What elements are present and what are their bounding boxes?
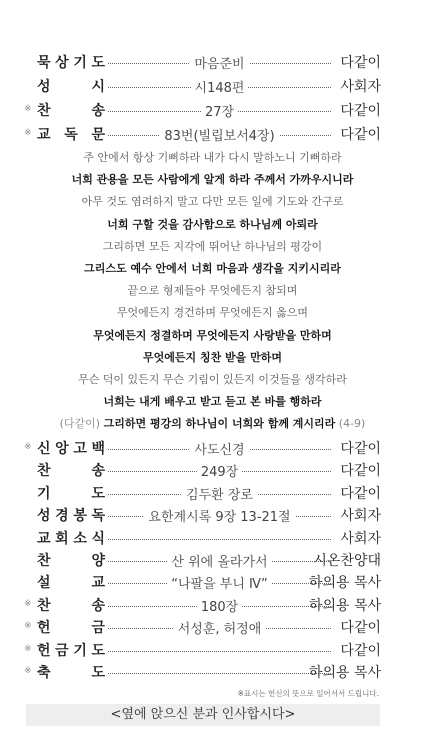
order-label-char: 도	[91, 642, 105, 659]
order-label-char: 설	[37, 575, 51, 592]
order-label-char: 송	[91, 463, 105, 480]
order-label	[37, 550, 105, 570]
scripture-line: 무슨 덕이 있든지 무슨 기림이 있든지 이것들을 생각하라	[78, 373, 347, 386]
scripture-line: 너희 관용을 모든 사람에게 알게 하라 주께서 가까우시니라	[71, 173, 354, 187]
order-row	[0, 437, 425, 459]
order-label-char: 시	[91, 79, 105, 95]
scripture-line: 무엇에든지 경건하며 무엇에든지 옳으며	[116, 306, 309, 320]
order-row	[0, 123, 425, 145]
order-label	[37, 640, 105, 660]
order-content-text: 249장	[197, 465, 242, 480]
order-label-char: 교	[37, 530, 51, 547]
order-content	[108, 125, 331, 144]
order-label-char: 회	[55, 530, 69, 547]
order-label-char: 상	[55, 55, 69, 71]
order-label-char: 문	[91, 127, 105, 143]
order-content	[108, 77, 331, 96]
order-label	[37, 662, 105, 682]
order-row	[0, 99, 425, 121]
order-role: 사회자	[340, 530, 381, 547]
order-role: 시온찬양대	[313, 553, 381, 569]
order-label	[37, 528, 105, 548]
order-label-char: 성	[37, 508, 51, 525]
order-row	[0, 459, 425, 481]
order-role: 다같이	[340, 463, 381, 480]
standing-mark: ※	[24, 442, 32, 452]
order-content	[108, 439, 331, 458]
dotted-leader	[108, 539, 331, 540]
order-label	[37, 483, 105, 503]
order-label	[37, 124, 105, 144]
order-content	[108, 551, 331, 570]
standing-mark: ※	[24, 598, 32, 609]
order-label-char: 금	[91, 620, 105, 637]
order-content	[108, 53, 331, 72]
verse-reference: (4-9)	[338, 417, 366, 431]
order-content-text: 시148편	[191, 81, 249, 96]
order-role: 다같이	[340, 55, 381, 71]
scripture-line: 무엇에든지 칭찬 받을 만하며	[143, 350, 282, 364]
order-label-char: 축	[37, 665, 51, 681]
order-label-char: 교	[37, 127, 51, 143]
order-label-char: 금	[55, 642, 69, 659]
order-label-char: 독	[91, 508, 105, 525]
order-label-char: 헌	[37, 620, 51, 637]
order-label-char: 도	[91, 485, 105, 502]
scripture-line: 아무 것도 염려하지 말고 다만 모든 일에 기도와 간구로	[81, 195, 344, 209]
order-row	[0, 661, 425, 683]
scripture-final-text: 그리하면 평강의 하나님이 너희와 함께 계시리라	[103, 417, 336, 431]
order-label-char: 도	[91, 665, 105, 681]
order-label-char: 송	[91, 103, 105, 119]
order-label-char: 기	[37, 485, 51, 502]
responsive-prefix: (다같이)	[59, 417, 101, 431]
order-content-text: 83번(빌립보서4장)	[160, 129, 278, 144]
order-content	[108, 461, 331, 480]
scripture-line: 무엇에든지 정결하며 무엇에든지 사랑받을 만하며	[93, 328, 332, 342]
order-content-text: 마음준비	[190, 57, 248, 72]
order-label-char: 고	[73, 441, 87, 457]
standing-mark: ※	[24, 128, 32, 138]
order-role: 사회자	[340, 79, 381, 95]
order-label	[37, 505, 105, 525]
order-label	[37, 100, 105, 120]
order-content	[108, 618, 331, 637]
order-content-text: 사도신경	[190, 443, 248, 458]
order-content-text: 김두환 장로	[182, 488, 257, 503]
order-row	[0, 594, 425, 616]
order-label-char: 식	[91, 530, 105, 547]
dotted-leader	[108, 673, 331, 674]
order-content	[108, 101, 331, 120]
order-row	[0, 482, 425, 504]
order-label-char: 기	[73, 55, 87, 71]
order-row	[0, 616, 425, 638]
order-label-char: 양	[91, 553, 105, 569]
standing-mark: ※	[24, 666, 32, 676]
order-role: 다같이	[340, 485, 381, 502]
order-content-text: 27장	[201, 105, 238, 120]
order-role: 다같이	[340, 441, 381, 457]
order-label	[37, 460, 105, 480]
order-row	[0, 527, 425, 549]
order-label-char: 소	[73, 530, 87, 547]
order-content-text: 산 위에 올라가서	[167, 555, 271, 570]
order-row	[0, 504, 425, 526]
order-label	[37, 438, 105, 458]
order-role: 다같이	[340, 620, 381, 637]
order-content-text: 180장	[197, 600, 242, 615]
order-label	[37, 572, 105, 592]
order-label-char: 묵	[37, 55, 51, 71]
order-label-char: 헌	[37, 642, 51, 659]
order-label-char: 교	[91, 575, 105, 592]
standing-mark: ※	[24, 621, 32, 632]
order-label	[37, 595, 105, 615]
order-label-char: 성	[37, 79, 51, 95]
order-role: 하의용 목사	[308, 597, 381, 614]
scripture-line: 그리스도 예수 안에서 너희 마음과 생각을 지키시리라	[84, 262, 341, 275]
order-content	[108, 484, 331, 503]
scripture-line: 끝으로 형제들아 무엇에든지 참되며	[127, 284, 298, 298]
order-row	[0, 639, 425, 661]
order-label-char: 송	[91, 597, 105, 614]
order-row	[0, 571, 425, 593]
scripture-line: 그리하면 모든 지각에 뛰어난 하나님의 평강이	[102, 239, 323, 253]
order-label-char: 백	[91, 441, 105, 457]
order-role: 다같이	[340, 642, 381, 659]
order-content-text: “나팔을 부니 Ⅳ”	[167, 577, 272, 592]
order-label-char: 찬	[37, 103, 51, 119]
standing-mark: ※	[24, 643, 32, 654]
order-content	[108, 596, 331, 615]
order-row	[0, 549, 425, 571]
order-content	[108, 506, 331, 525]
order-content	[108, 573, 331, 592]
scripture-line: 너희는 내게 배우고 받고 듣고 본 바를 행하라	[103, 395, 322, 409]
order-label-char: 기	[73, 642, 87, 659]
order-content-text: 서성훈, 허정애	[174, 622, 266, 637]
order-role: 하의용 목사	[308, 575, 381, 592]
order-role: 다같이	[340, 103, 381, 119]
order-content-text: 요한계시록 9장 13-21절	[144, 510, 294, 525]
order-label-char: 독	[64, 127, 78, 143]
order-role: 다같이	[340, 127, 381, 143]
order-label-char: 도	[91, 55, 105, 71]
order-label-char: 봉	[73, 508, 87, 525]
scripture-line: 너희 구할 것을 감사함으로 하나님께 아뢰라	[107, 217, 318, 231]
scripture-line-final	[0, 415, 425, 431]
order-label-char: 경	[55, 508, 69, 525]
order-label-char: 신	[37, 441, 51, 457]
footnote: ※표시는 헌신의 뜻으로 일어서서 드립니다.	[237, 689, 379, 698]
greeting-banner: <옆에 앉으신 분과 인사합시다>	[26, 704, 380, 726]
standing-mark: ※	[24, 104, 32, 114]
order-label-char: 찬	[37, 597, 51, 614]
order-role: 하의용 목사	[308, 665, 381, 681]
scripture-line: 주 안에서 항상 기뻐하라 내가 다시 말하노니 기뻐하라	[83, 151, 342, 164]
order-row	[0, 51, 425, 73]
order-role: 사회자	[340, 508, 381, 525]
dotted-leader	[108, 651, 331, 652]
order-label	[37, 52, 105, 72]
order-label-char: 찬	[37, 463, 51, 480]
order-label-char: 찬	[37, 553, 51, 569]
order-label	[37, 617, 105, 637]
order-row	[0, 75, 425, 97]
order-label-char: 앙	[55, 441, 69, 457]
order-label	[37, 76, 105, 96]
